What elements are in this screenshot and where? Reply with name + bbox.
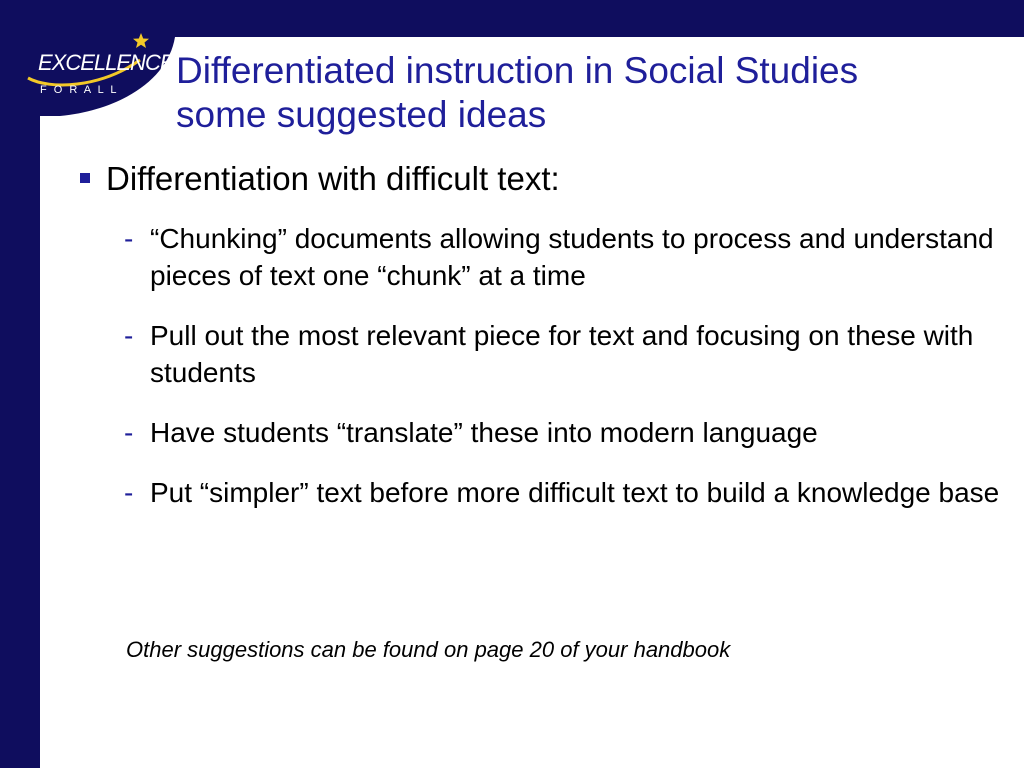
sub-bullet-text: “Chunking” documents allowing students to process and understand pieces of text one “chunk” at a time <box>150 223 994 291</box>
sub-bullet-item <box>124 317 1013 391</box>
sub-bullet-text: Pull out the most relevant piece for text and focusing on these with students <box>150 320 974 388</box>
sub-bullet-item <box>124 474 1013 511</box>
sub-bullet-list <box>124 220 1013 511</box>
sub-bullet-text: Put “simpler” text before more difficult text to build a knowledge base <box>150 477 1000 508</box>
slide-title <box>176 49 1021 137</box>
dash-bullet-icon: - <box>124 320 134 351</box>
dash-bullet-icon: - <box>124 477 134 508</box>
sub-bullet-item <box>124 414 1013 451</box>
sub-bullet-item <box>124 220 1013 294</box>
title-line-2: some suggested ideas <box>176 94 547 135</box>
title-line-1: Differentiated instruction in Social Studies <box>176 50 859 91</box>
logo-graphic <box>0 0 175 120</box>
excellence-logo <box>0 0 175 120</box>
sub-bullet-text: Have students “translate” these into modern language <box>150 417 818 448</box>
dash-bullet-icon: - <box>124 417 134 448</box>
logo-tagline: F O R A L L <box>40 84 119 96</box>
handbook-note: Other suggestions can be found on page 20 of your handbook <box>126 637 731 662</box>
slide-content <box>78 158 1013 534</box>
bullet-item <box>78 158 1013 200</box>
logo-wordmark: EXCELLENCE <box>38 50 174 75</box>
square-bullet-icon <box>80 173 90 183</box>
bullet-text: Differentiation with difficult text: <box>106 160 560 197</box>
dash-bullet-icon: - <box>124 223 134 254</box>
